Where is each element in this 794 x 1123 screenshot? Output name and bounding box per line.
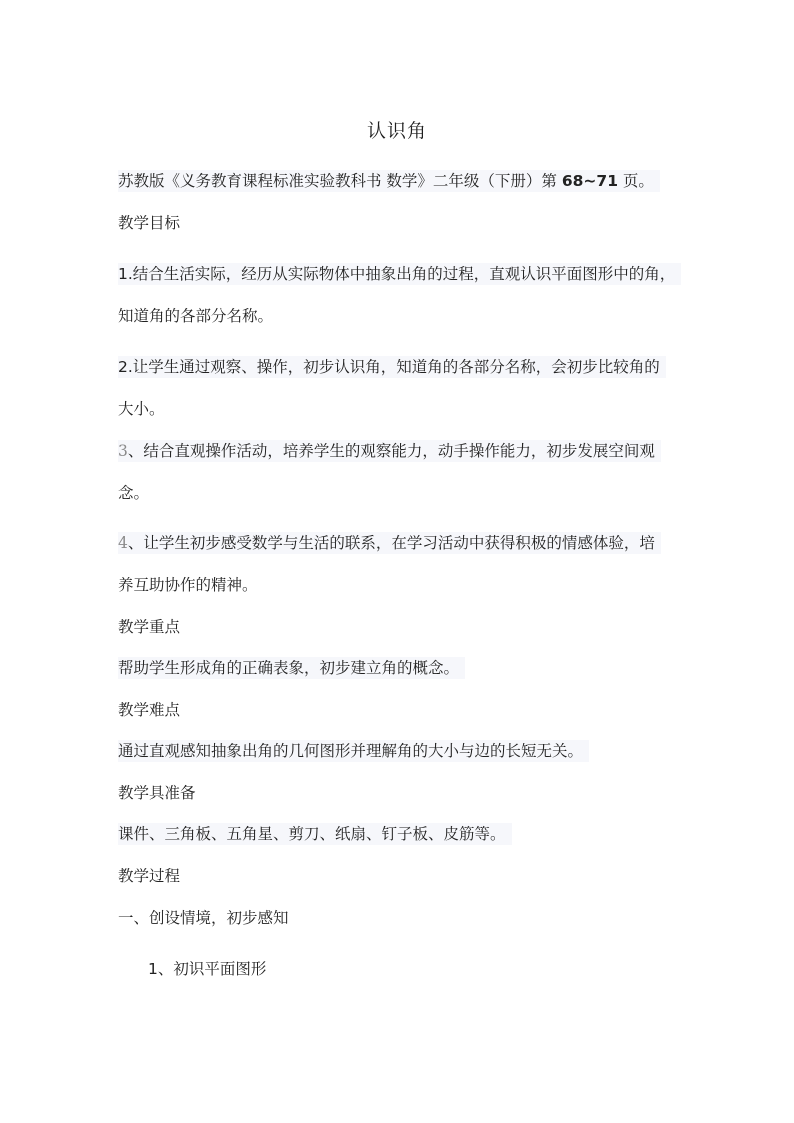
key-text: 帮助学生形成角的正确表象，初步建立角的概念。: [118, 657, 465, 679]
source-prefix: 苏教版《义务教育课程标准实验教科书 数学》二年级（下册）第: [118, 172, 562, 190]
objective-2-line-1: 2.让学生通过观察、操作，初步认识角，知道角的各部分名称，会初步比较角的: [118, 356, 666, 378]
source-line: [118, 170, 660, 192]
objective-3-number: 3: [118, 442, 128, 460]
source-suffix: 页。: [618, 172, 654, 190]
objective-3-text: 、结合直观操作活动，培养学生的观察能力，动手操作能力，初步发展空间观: [127, 442, 655, 460]
objective-4-number: 4: [118, 534, 128, 552]
document-title: 认识角: [366, 120, 427, 142]
materials-heading: 教学具准备: [118, 784, 196, 802]
objective-4-line-1: [118, 532, 661, 554]
objective-4-line-2: 养互助协作的精神。: [118, 576, 258, 594]
objectives-heading: 教学目标: [118, 214, 181, 232]
key-heading: 教学重点: [118, 618, 181, 636]
objective-3-line-2: 念。: [118, 484, 150, 502]
subsection-heading-1: 1、初识平面图形: [148, 960, 267, 978]
objective-1-line-2: 知道角的各部分名称。: [118, 307, 274, 325]
objective-3-line-1: [118, 440, 661, 462]
objective-2-line-2: 大小。: [118, 400, 165, 418]
objective-1-line-1: 1.结合生活实际，经历从实际物体中抽象出角的过程，直观认识平面图形中的角，: [118, 263, 681, 285]
difficulty-heading: 教学难点: [118, 701, 181, 719]
process-heading: 教学过程: [118, 867, 181, 885]
difficulty-text: 通过直观感知抽象出角的几何图形并理解角的大小与边的长短无关。: [118, 740, 589, 762]
materials-text: 课件、三角板、五角星、剪刀、纸扇、钉子板、皮筋等。: [118, 823, 512, 845]
section-heading-1: 一、创设情境，初步感知: [118, 909, 289, 927]
objective-4-text: 、让学生初步感受数学与生活的联系，在学习活动中获得积极的情感体验，培: [127, 534, 655, 552]
source-pages: 68~71: [561, 172, 618, 190]
